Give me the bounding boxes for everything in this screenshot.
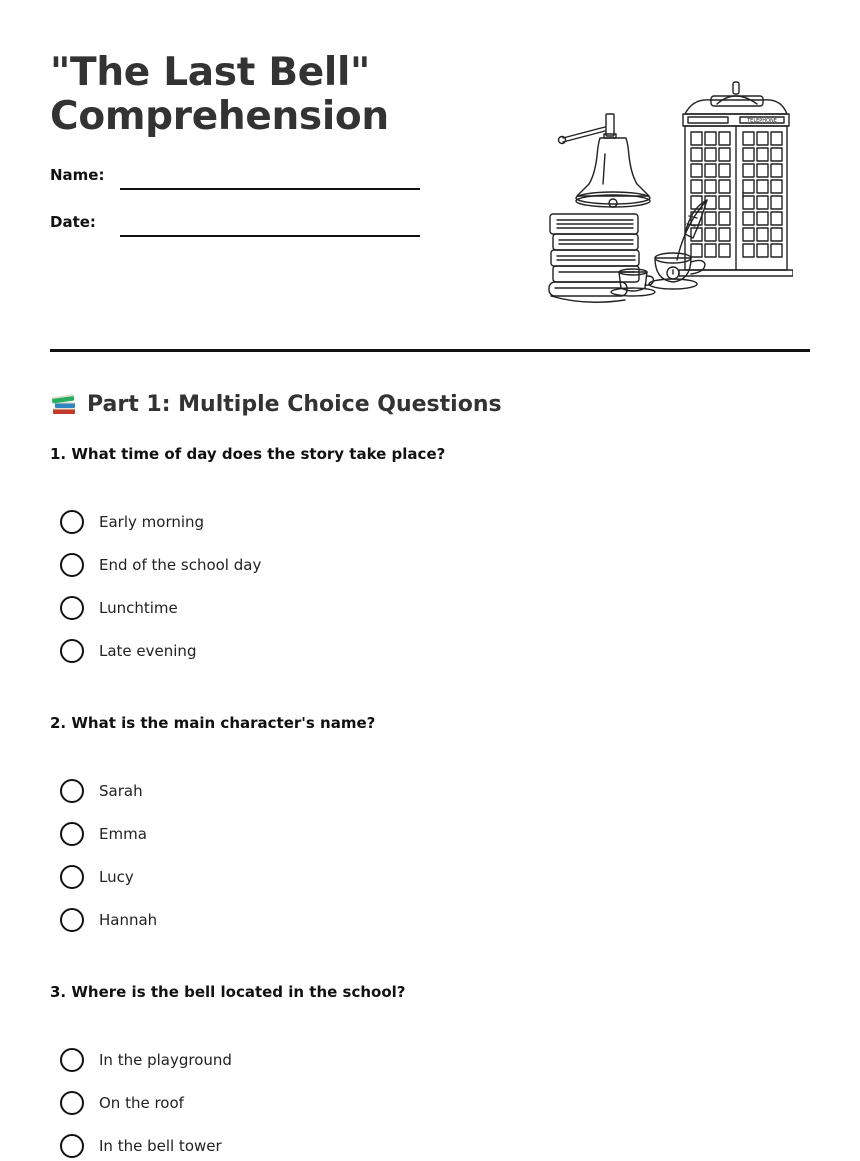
telephone-box-pane <box>743 180 754 193</box>
date-write-line[interactable] <box>120 235 420 237</box>
question-text: 2. What is the main character's name? <box>50 714 376 732</box>
telephone-box-pane <box>719 180 730 193</box>
option-in-the-bell-tower[interactable] <box>60 1124 232 1161</box>
radio-button[interactable] <box>60 1091 84 1115</box>
radio-button[interactable] <box>60 908 84 932</box>
question-1 <box>50 445 810 660</box>
option-label: In the bell tower <box>99 1136 222 1155</box>
header-divider <box>50 349 810 352</box>
telephone-box-pane <box>771 148 782 161</box>
option-early-morning[interactable] <box>60 500 261 543</box>
option-hannah[interactable] <box>60 898 157 941</box>
option-label: Sarah <box>99 781 143 800</box>
telephone-box-pane <box>691 132 702 145</box>
telephone-sign-text: TELEPHONE <box>747 118 777 124</box>
telephone-box-pane <box>705 132 716 145</box>
option-label: Late evening <box>99 641 197 660</box>
option-lunchtime[interactable] <box>60 586 261 629</box>
telephone-box-pane <box>743 196 754 209</box>
telephone-box-pane <box>743 228 754 241</box>
option-label: Early morning <box>99 512 205 531</box>
worksheet-title <box>50 51 389 139</box>
radio-button[interactable] <box>60 822 84 846</box>
telephone-box-pane <box>719 132 730 145</box>
bell-books-telephone-box-illustration <box>545 74 793 310</box>
date-field[interactable] <box>50 207 420 237</box>
option-in-the-playground[interactable] <box>60 1038 232 1081</box>
telephone-box-pane <box>719 164 730 177</box>
telephone-box-pane <box>757 228 768 241</box>
telephone-box-pane <box>705 244 716 257</box>
option-label: Emma <box>99 824 147 843</box>
name-field[interactable] <box>50 160 420 190</box>
option-end-of-school-day[interactable] <box>60 543 261 586</box>
section-title: Part 1: Multiple Choice Questions <box>87 391 502 417</box>
telephone-box-pane <box>757 148 768 161</box>
telephone-box-pane <box>743 244 754 257</box>
radio-button[interactable] <box>60 1134 84 1158</box>
telephone-box-pane <box>719 196 730 209</box>
name-write-line[interactable] <box>120 188 420 190</box>
telephone-box-pane <box>691 148 702 161</box>
radio-button[interactable] <box>60 1048 84 1072</box>
telephone-box-pane <box>757 164 768 177</box>
telephone-box-icon <box>679 82 793 276</box>
telephone-box-pane <box>757 132 768 145</box>
radio-button[interactable] <box>60 510 84 534</box>
telephone-box-pane <box>743 148 754 161</box>
radio-button[interactable] <box>60 596 84 620</box>
question-2-options <box>60 769 157 941</box>
telephone-box-pane <box>705 180 716 193</box>
telephone-box-pane <box>771 164 782 177</box>
telephone-box-pane <box>719 212 730 225</box>
name-label: Name: <box>50 166 105 184</box>
telephone-box-pane <box>757 196 768 209</box>
telephone-box-pane <box>771 180 782 193</box>
question-text: 1. What time of day does the story take place? <box>50 445 446 463</box>
radio-button[interactable] <box>60 553 84 577</box>
date-label: Date: <box>50 213 96 231</box>
question-text: 3. Where is the bell located in the school? <box>50 983 406 1001</box>
option-on-the-roof[interactable] <box>60 1081 232 1124</box>
telephone-box-pane <box>743 164 754 177</box>
telephone-box-pane <box>757 180 768 193</box>
question-2 <box>50 714 810 929</box>
option-lucy[interactable] <box>60 855 157 898</box>
telephone-box-pane <box>743 132 754 145</box>
question-1-options <box>60 500 261 672</box>
radio-button[interactable] <box>60 779 84 803</box>
question-3 <box>50 983 810 1155</box>
telephone-box-pane <box>771 244 782 257</box>
books-icon <box>50 390 78 418</box>
question-3-options <box>60 1038 232 1161</box>
telephone-box-pane <box>705 212 716 225</box>
option-label: Lunchtime <box>99 598 178 617</box>
telephone-box-pane <box>771 196 782 209</box>
telephone-box-pane <box>771 212 782 225</box>
telephone-box-pane <box>705 164 716 177</box>
telephone-box-pane <box>691 164 702 177</box>
title-line-2: Comprehension <box>50 94 389 139</box>
bell-icon <box>559 114 651 207</box>
telephone-box-pane <box>705 148 716 161</box>
telephone-box-pane <box>719 148 730 161</box>
books-icon <box>549 214 639 302</box>
option-label: Lucy <box>99 867 134 886</box>
option-label: End of the school day <box>99 555 262 574</box>
telephone-box-pane <box>705 228 716 241</box>
title-line-1: "The Last Bell" <box>50 50 371 95</box>
telephone-box-pane <box>771 228 782 241</box>
section-part-1-header <box>50 388 502 420</box>
telephone-box-pane <box>691 180 702 193</box>
option-label: In the playground <box>99 1050 232 1069</box>
option-label: On the roof <box>99 1093 184 1112</box>
radio-button[interactable] <box>60 639 84 663</box>
radio-button[interactable] <box>60 865 84 889</box>
telephone-box-pane <box>757 212 768 225</box>
option-label: Hannah <box>99 910 158 929</box>
telephone-box-pane <box>719 244 730 257</box>
option-late-evening[interactable] <box>60 629 261 672</box>
telephone-box-pane <box>691 244 702 257</box>
telephone-box-pane <box>743 212 754 225</box>
telephone-box-pane <box>719 228 730 241</box>
telephone-box-pane <box>771 132 782 145</box>
option-sarah[interactable] <box>60 769 157 812</box>
telephone-box-pane <box>757 244 768 257</box>
option-emma[interactable] <box>60 812 157 855</box>
